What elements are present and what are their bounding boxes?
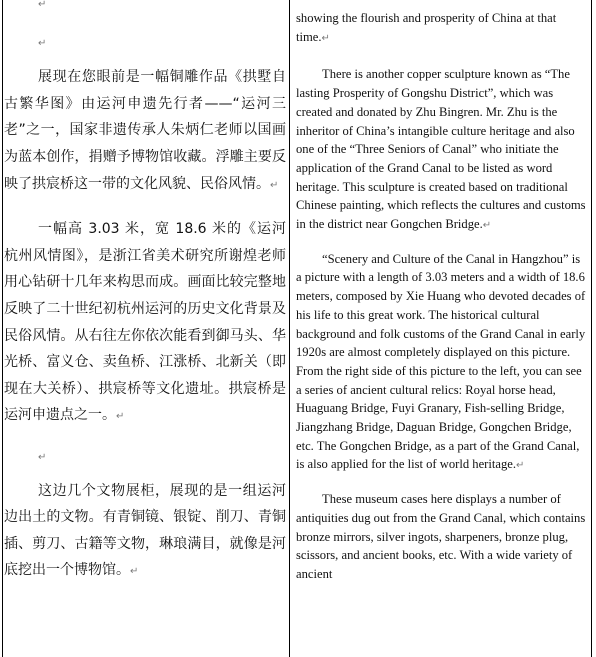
paragraph-mark: ↵ — [130, 566, 139, 578]
column-divider — [289, 0, 290, 657]
paragraph-mark: ↵ — [482, 220, 492, 232]
paragraph-mark: ↵ — [516, 460, 525, 472]
paragraph-mark: ↵ — [38, 451, 47, 463]
chinese-column — [4, 0, 286, 586]
english-paragraph-continued[interactable] — [296, 9, 586, 48]
chinese-paragraph-painting[interactable] — [4, 216, 286, 431]
paragraph-text: These museum cases here displays a number of antiquities dug out from the Grand Canal, which contains bronze mirrors, silver ingots, sharpeners, bronze plug, scissors, and ancient books, etc. With a wide variety of ancient — [296, 492, 586, 581]
english-paragraph-antiquities[interactable] — [296, 490, 586, 584]
english-column — [296, 0, 586, 584]
paragraph-mark: ↵ — [38, 0, 47, 10]
paragraph-text: showing the flourish and prosperity of China at that time. — [296, 11, 557, 44]
paragraph-text: 这边几个文物展柜，展现的是一组运河边出土的文物。有青铜镜、银锭、削刀、青铜插、剪刀、古籍等文物，琳琅满目，就像是河底挖出一个博物馆。 — [4, 482, 286, 579]
chinese-paragraph-sculpture[interactable] — [4, 64, 286, 199]
paragraph-mark: ↵ — [321, 32, 330, 44]
empty-paragraph — [4, 29, 286, 56]
paragraph-text: 展现在您眼前是一幅铜雕作品《拱墅自古繁华图》由运河申遗先行者——“运河三老”之一，国家非遗传承人朱炳仁老师以国画为蓝本创作，捐赠予博物馆收藏。浮雕主要反映了拱宸桥这一带的文化风貌、民俗风情。 — [4, 69, 286, 192]
paragraph-mark: ↵ — [270, 179, 279, 191]
paragraph-text: 一幅高 3.03 米，宽 18.6 米的《运河杭州风情图》，是浙江省美术研究所谢煌老师用心钻研十几年来构思而成。画面比较完整地反映了二十世纪初杭州运河的历史文化背景及民俗风情。从右往左你依次能看到御马头、华光桥、富义仓、卖鱼桥、江涨桥、北新关（即现在大关桥）、拱宸桥等文化遗址。拱宸桥是运河申遗点之一。 — [4, 221, 286, 424]
paragraph-mark: ↵ — [116, 411, 125, 423]
paragraph-text: “Scenery and Culture of the Canal in Hangzhou” is a picture with a length of 3.03 meters and a width of 18.6 meters, composed by Xie Huang who devoted decades of his life to this great work. The historical cultural background and folk customs of the Grand Canal in early 1920s are almost completely displayed on this picture. From the right side of this picture to the left, you can see a series of ancient cultural relics: Royal horse head, Huaguang Bridge, Fuyi Granary, Fish-selling Bridge, Jiangzhang Bridge, Daguan Bridge, Gongchen Bridge, etc. The Gongchen Bridge, as a part of the Grand Canal, is also applied for the list of world heritage. — [296, 251, 586, 472]
empty-paragraph — [4, 443, 286, 470]
empty-paragraph — [4, 0, 286, 17]
english-paragraph-sculpture[interactable] — [296, 65, 586, 235]
chinese-paragraph-antiquities[interactable] — [4, 478, 286, 586]
paragraph-mark: ↵ — [38, 37, 47, 49]
paragraph-text: There is another copper sculpture known as “The lasting Prosperity of Gongshu District”, which was created and donated by Zhu Bingren. Mr. Zhu is the inheritor of China’s intangible culture heritage and also one of the “Three Seniors of Canal” who initiate the application of the Grand Canal to be listed as word heritage. This sculpture is created based on traditional Chinese painting, which reflects the cultures and customs in the district near Gongchen Bridge. — [296, 67, 586, 232]
english-paragraph-painting[interactable] — [296, 250, 586, 476]
